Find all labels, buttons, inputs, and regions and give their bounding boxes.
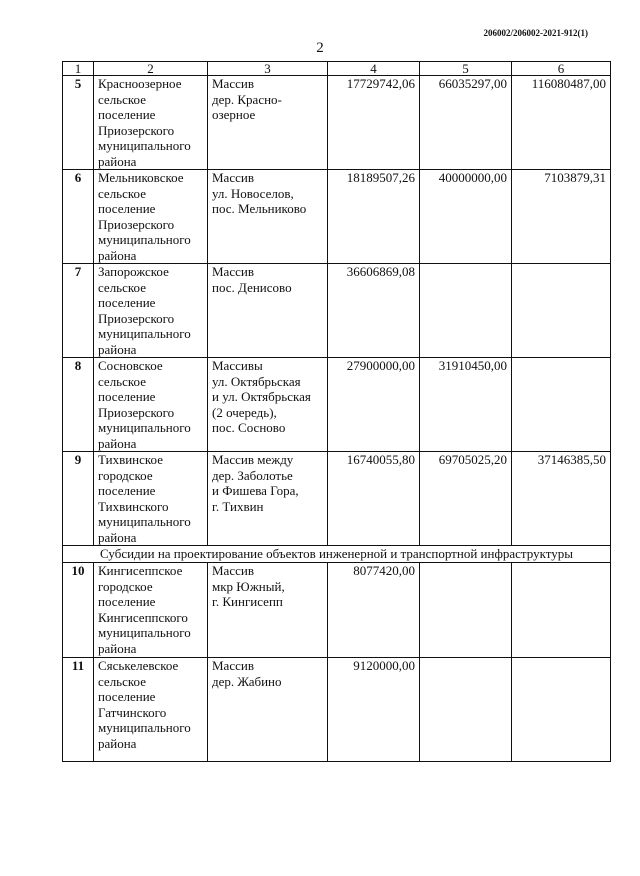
text-line: Приозерского xyxy=(98,310,175,326)
text-line: муниципального xyxy=(98,232,191,247)
table-row xyxy=(63,563,611,658)
text-line: сельское xyxy=(98,91,146,107)
text-line: (2 очередь), xyxy=(212,404,277,420)
header-row xyxy=(63,62,611,76)
text-line: Тихвинское xyxy=(98,452,163,467)
text-line: Массив xyxy=(212,658,254,673)
row-number: 8 xyxy=(63,358,94,452)
text-line: поселение xyxy=(98,594,156,609)
text-line: Приозерского xyxy=(98,122,175,138)
object-location xyxy=(208,358,328,452)
table-row xyxy=(63,264,611,358)
settlement-name xyxy=(94,76,208,170)
text-line: Тихвинского xyxy=(98,498,169,514)
amount-col6 xyxy=(512,658,611,762)
table-row xyxy=(63,358,611,452)
amount-col4: 8077420,00 xyxy=(328,563,420,658)
text-line: муниципального xyxy=(98,326,191,341)
text-line: поселение xyxy=(98,107,156,122)
text-line: района xyxy=(98,640,137,656)
settlement-name xyxy=(94,358,208,452)
header-cell: 1 xyxy=(63,62,94,76)
text-line: Массив xyxy=(212,264,254,279)
text-line: муниципального xyxy=(98,625,191,640)
object-location xyxy=(208,264,328,358)
amount-col4: 17729742,06 xyxy=(328,76,420,170)
text-line: Запорожское xyxy=(98,264,169,279)
text-line: и ул. Октябрьская xyxy=(212,389,311,404)
header-cell: 4 xyxy=(328,62,420,76)
amount-col5: 69705025,20 xyxy=(420,452,512,546)
text-line: поселение xyxy=(98,483,156,498)
row-number: 7 xyxy=(63,264,94,358)
table-row xyxy=(63,452,611,546)
document-id: 206002/206002-2021-912(1) xyxy=(483,28,588,38)
text-line: сельское xyxy=(98,373,146,389)
text-line: мкр Южный, xyxy=(212,578,285,594)
text-line: района xyxy=(98,529,137,545)
row-number: 9 xyxy=(63,452,94,546)
amount-col4: 18189507,26 xyxy=(328,170,420,264)
table-row xyxy=(63,76,611,170)
amount-col6: 116080487,00 xyxy=(512,76,611,170)
text-line: пос. Мельниково xyxy=(212,201,307,216)
text-line: дер. Жабино xyxy=(212,673,282,689)
text-line: Гатчинского xyxy=(98,704,167,720)
amount-col5: 40000000,00 xyxy=(420,170,512,264)
subsidy-table xyxy=(62,61,611,762)
text-line: поселение xyxy=(98,201,156,216)
header-cell: 3 xyxy=(208,62,328,76)
text-line: дер. Заболотье xyxy=(212,467,293,483)
text-line: Сосновское xyxy=(98,358,163,373)
amount-col6 xyxy=(512,563,611,658)
text-line: района xyxy=(98,153,137,169)
object-location xyxy=(208,76,328,170)
amount-col6 xyxy=(512,358,611,452)
row-number: 10 xyxy=(63,563,94,658)
amount-col4: 27900000,00 xyxy=(328,358,420,452)
settlement-name xyxy=(94,658,208,762)
settlement-name xyxy=(94,170,208,264)
amount-col5 xyxy=(420,563,512,658)
text-line: муниципального xyxy=(98,514,191,529)
row-number: 5 xyxy=(63,76,94,170)
row-number: 6 xyxy=(63,170,94,264)
text-line: сельское xyxy=(98,185,146,201)
table-row xyxy=(63,170,611,264)
object-location xyxy=(208,563,328,658)
amount-col5: 31910450,00 xyxy=(420,358,512,452)
amount-col6 xyxy=(512,264,611,358)
text-line: Приозерского xyxy=(98,216,175,232)
text-line: Массив xyxy=(212,563,254,578)
text-line: района xyxy=(98,341,137,357)
text-line: Сяськелевское xyxy=(98,658,179,673)
text-line: Красноозерное xyxy=(98,76,182,91)
settlement-name xyxy=(94,264,208,358)
text-line: пос. Сосново xyxy=(212,420,286,435)
text-line: сельское xyxy=(98,279,146,295)
object-location xyxy=(208,452,328,546)
amount-col4: 9120000,00 xyxy=(328,658,420,762)
text-line: городское xyxy=(98,578,153,594)
text-line: поселение xyxy=(98,295,156,310)
amount-col6: 37146385,50 xyxy=(512,452,611,546)
table-row xyxy=(63,658,611,762)
text-line: Кингисеппское xyxy=(98,563,183,578)
header-cell: 2 xyxy=(94,62,208,76)
text-line: озерное xyxy=(212,107,256,122)
text-line: района xyxy=(98,435,137,451)
row-number: 11 xyxy=(63,658,94,762)
settlement-name xyxy=(94,452,208,546)
object-location xyxy=(208,658,328,762)
text-line: Мельниковское xyxy=(98,170,184,185)
text-line: района xyxy=(98,247,137,263)
amount-col5 xyxy=(420,264,512,358)
amount-col4: 16740055,80 xyxy=(328,452,420,546)
object-location xyxy=(208,170,328,264)
amount-col4: 36606869,08 xyxy=(328,264,420,358)
text-line: муниципального xyxy=(98,720,191,735)
text-line: пос. Денисово xyxy=(212,279,292,295)
text-line: Массивы xyxy=(212,358,263,373)
text-line: Массив xyxy=(212,76,254,91)
text-line: сельское xyxy=(98,673,146,689)
settlement-name xyxy=(94,563,208,658)
text-line: Массив xyxy=(212,170,254,185)
text-line: муниципального xyxy=(98,420,191,435)
amount-col6: 7103879,31 xyxy=(512,170,611,264)
page-number: 2 xyxy=(316,40,324,56)
text-line: муниципального xyxy=(98,138,191,153)
text-line: района xyxy=(98,735,137,751)
text-line: и Фишева Гора, xyxy=(212,483,299,498)
amount-col5 xyxy=(420,658,512,762)
section-title: Субсидии на проектирование объектов инженерной и транспортной инфраструктуры xyxy=(63,546,611,563)
text-line: ул. Октябрьская xyxy=(212,373,301,389)
amount-col5: 66035297,00 xyxy=(420,76,512,170)
text-line: поселение xyxy=(98,689,156,704)
text-line: ул. Новоселов, xyxy=(212,185,294,201)
text-line: дер. Красно- xyxy=(212,91,282,107)
header-cell: 6 xyxy=(512,62,611,76)
section-row xyxy=(63,546,611,563)
header-cell: 5 xyxy=(420,62,512,76)
text-line: поселение xyxy=(98,389,156,404)
text-line: г. Тихвин xyxy=(212,498,264,514)
text-line: городское xyxy=(98,467,153,483)
text-line: Приозерского xyxy=(98,404,175,420)
text-line: г. Кингисепп xyxy=(212,594,283,609)
text-line: Массив между xyxy=(212,452,294,467)
text-line: Кингисеппского xyxy=(98,609,188,625)
